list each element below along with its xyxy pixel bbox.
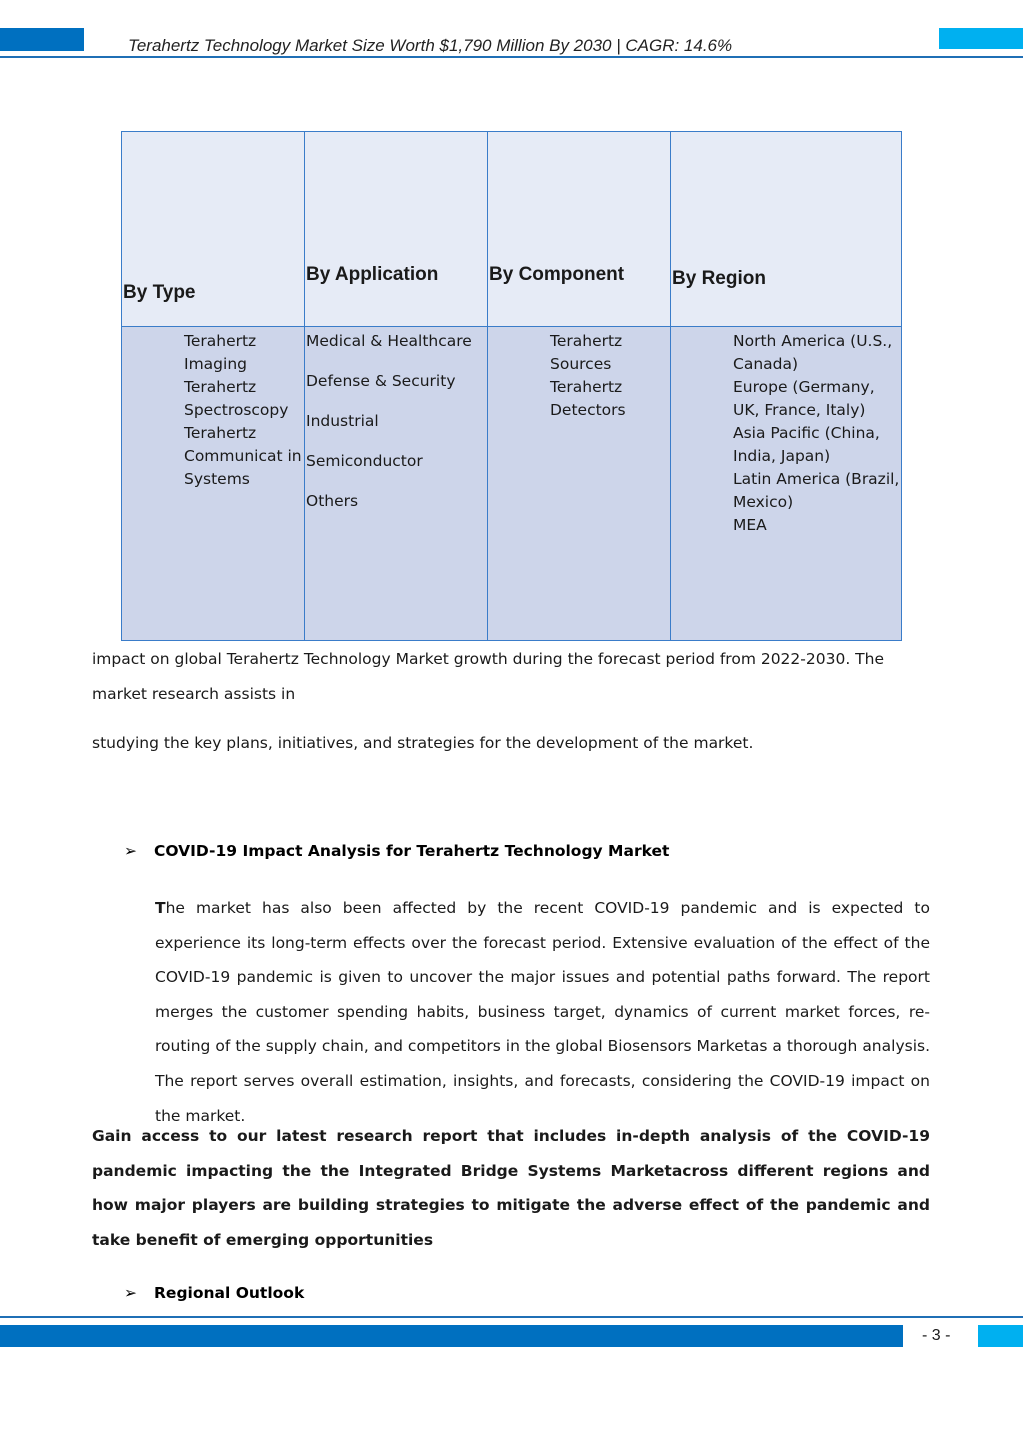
list-item: Asia Pacific (China, India, Japan)	[733, 424, 880, 465]
footer-accent-bar	[0, 1325, 903, 1347]
list-item: Medical & Healthcare	[306, 332, 472, 350]
covid-heading-text: COVID-19 Impact Analysis for Terahertz Technology Market	[154, 842, 670, 860]
covid-section-heading	[124, 842, 669, 860]
covid-paragraph-text: he market has also been affected by the recent COVID-19 pandemic and is expected to experience its long-term effects over the forecast period. Extensive evaluation of the effect of the COVID-19 pandemic is given to uncover the major issues and potential paths forward. The report merges the customer spending habits, business target, dynamics of current market forces, re-routing of the supply chain, and competitors in the global Biosensors Marketas a thorough analysis. The report serves overall estimation, insights, and forecasts, considering the COVID-19 impact on the market.	[155, 899, 930, 1125]
arrow-bullet-icon: ➢	[124, 1284, 137, 1302]
segment-title-application: By Application	[306, 264, 439, 285]
page-number: - 3 -	[922, 1327, 951, 1344]
list-item: Terahertz Spectroscopy	[184, 378, 289, 419]
regional-heading-text: Regional Outlook	[154, 1284, 305, 1302]
list-item: Semiconductor	[306, 452, 423, 470]
segmentation-table	[121, 131, 902, 641]
list-item: Terahertz Communicat in Systems	[184, 424, 302, 488]
arrow-bullet-icon: ➢	[124, 842, 137, 860]
list-item: MEA	[733, 516, 767, 534]
header-accent-left	[0, 28, 84, 51]
covid-paragraph	[155, 891, 930, 1133]
segment-body-region	[670, 326, 902, 641]
list-item: Defense & Security	[306, 372, 456, 390]
list-item: Terahertz Detectors	[550, 378, 626, 419]
regional-section-heading	[124, 1284, 304, 1302]
segment-body-component	[487, 326, 671, 641]
footer-rule	[0, 1316, 1023, 1318]
segment-header-type	[121, 131, 305, 327]
segment-list-type	[184, 330, 306, 491]
header-accent-right	[939, 28, 1023, 49]
intro-paragraph-2: studying the key plans, initiatives, and strategies for the development of the market.	[92, 734, 754, 752]
segment-body-application	[304, 326, 488, 641]
intro-paragraph: impact on global Terahertz Technology Market growth during the forecast period from 2022-2030. The market research assists in	[92, 650, 885, 703]
segment-title-region: By Region	[672, 268, 766, 289]
list-item: Others	[306, 492, 359, 510]
segment-list-application	[306, 330, 486, 530]
segment-title-component: By Component	[489, 264, 625, 285]
segment-header-application	[304, 131, 488, 327]
list-item: Europe (Germany, UK, France, Italy)	[733, 378, 875, 419]
segment-list-region	[733, 330, 901, 537]
list-item: Terahertz Imaging	[184, 332, 257, 373]
list-item: North America (U.S., Canada)	[733, 332, 893, 373]
segment-header-component	[487, 131, 671, 327]
list-item: Industrial	[306, 412, 379, 430]
list-item: Latin America (Brazil, Mexico)	[733, 470, 900, 511]
segment-body-type	[121, 326, 305, 641]
footer-accent-right	[978, 1325, 1023, 1347]
header-rule	[0, 56, 1023, 58]
segment-header-region	[670, 131, 902, 327]
drop-letter: T	[155, 899, 166, 917]
page-header-title: Terahertz Technology Market Size Worth $1,790 Million By 2030 | CAGR: 14.6%	[128, 36, 733, 55]
segment-list-component	[550, 330, 660, 422]
cta-paragraph: Gain access to our latest research report that includes in-depth analysis of the COVID-19 pandemic impacting the the Integrated Bridge Systems Marketacross different regions and how major players are building strategies to mitigate the adverse effect of the pandemic and take benefit of emerging opportunities	[92, 1127, 930, 1249]
segment-title-type: By Type	[123, 282, 196, 303]
list-item: Terahertz Sources	[550, 332, 623, 373]
